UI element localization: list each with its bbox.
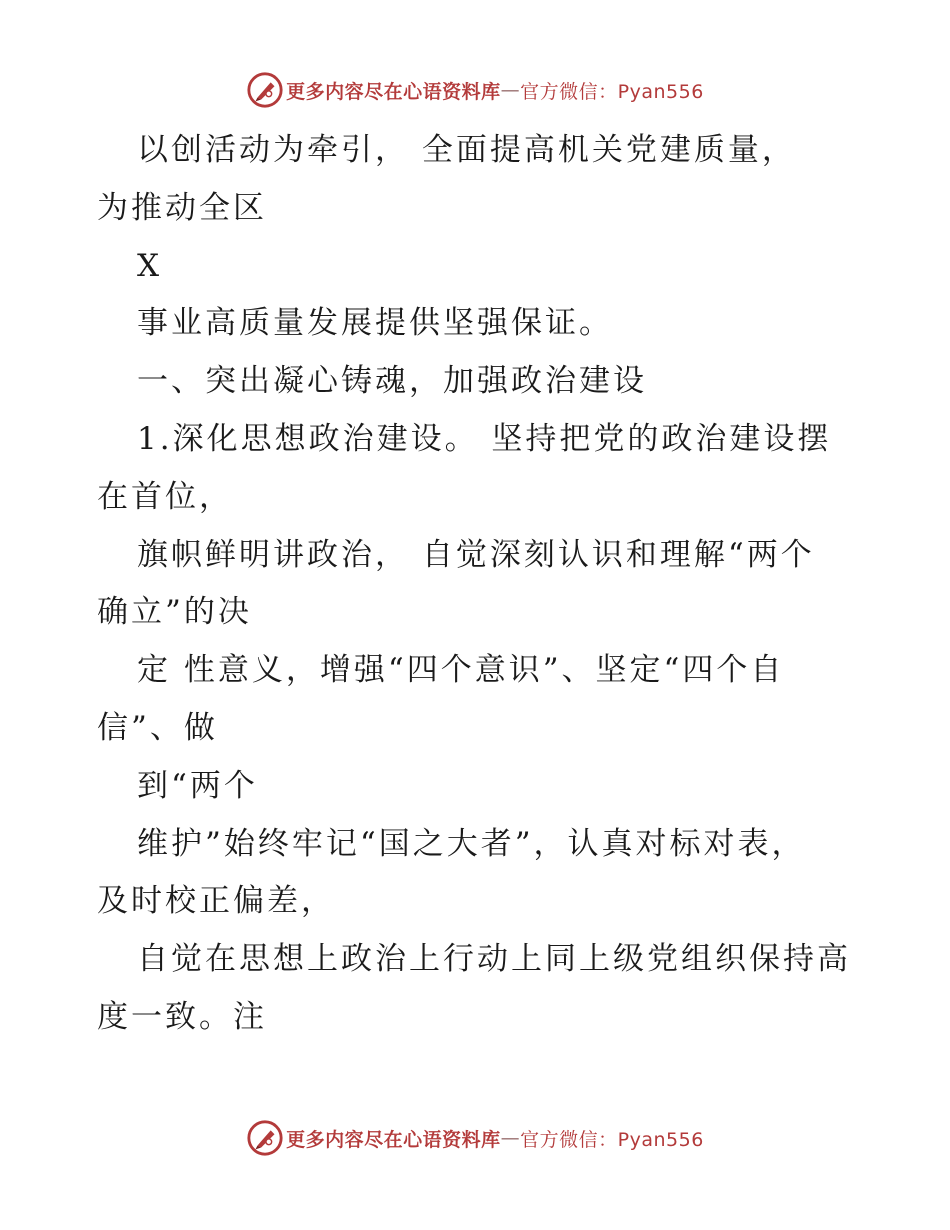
body-line-3: X [137,247,163,284]
watermark-separator: — [500,79,521,101]
watermark-main-text: 更多内容尽在心语资料库 [286,80,501,103]
watermark-main-text: 更多内容尽在心语资料库 [286,1128,501,1151]
body-line-9: 确立”的决 [97,594,252,631]
watermark-contact-text: 官方微信：Pyan556 [520,1128,704,1151]
section-heading: 一、突出凝心铸魂，加强政治建设 [137,363,647,400]
footer-watermark [0,1118,950,1158]
body-line-6: 1.深化思想政治建设。 坚持把党的政治建设摆 [137,420,832,457]
body-line-14: 及时校正偏差， [97,883,335,920]
body-line-7: 在首位， [97,478,233,515]
body-line-11: 信”、做 [97,709,218,746]
document-body [97,122,857,1047]
body-line-13: 维护”始终牢记“国之大者”，认真对标对表， [137,825,806,862]
body-line-1: 以创活动为牵引， 全面提高机关党建质量， [137,132,796,168]
pen-logo-icon [246,1119,284,1157]
body-line-2: 为推动全区 [97,189,267,226]
header-watermark [0,70,950,110]
watermark-separator: — [500,1127,521,1149]
body-line-10: 定 性意义，增强“四个意识”、坚定“四个自 [137,652,785,689]
pen-logo-icon [246,71,284,109]
watermark-contact-text: 官方微信：Pyan556 [520,80,704,103]
body-line-15: 自觉在思想上政治上行动上同上级党组织保持高 [137,941,851,978]
body-line-12: 到“两个 [137,767,258,804]
body-line-8: 旗帜鲜明讲政治， 自觉深刻认识和理解“两个 [137,536,815,573]
body-line-16: 度一致。注 [97,998,267,1035]
body-line-4: 事业高质量发展提供坚强保证。 [137,305,613,342]
